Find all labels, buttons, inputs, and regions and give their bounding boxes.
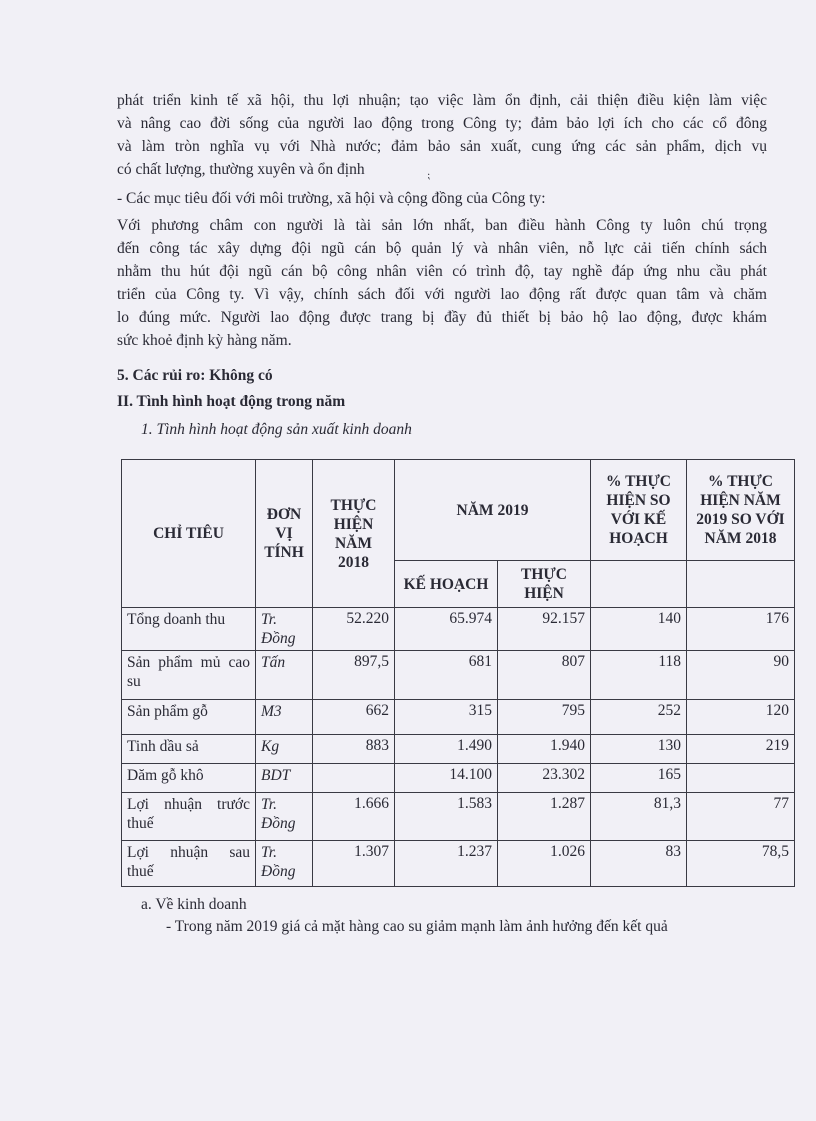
cell-pct-plan: 130 bbox=[591, 735, 687, 764]
cell-pct-plan: 81,3 bbox=[591, 793, 687, 841]
cell-actual: 807 bbox=[498, 651, 591, 700]
cell-actual: 1.940 bbox=[498, 735, 591, 764]
cell-indicator: Tổng doanh thu bbox=[122, 608, 256, 651]
cell-actual-2018 bbox=[313, 764, 395, 793]
business-text: - Trong năm 2019 giá cả mặt hàng cao su giảm mạnh làm ảnh hưởng đến kết quả bbox=[166, 918, 668, 935]
text-line: triển của Công ty. Vì vậy, chính sách đối với người lao động rất được quan tâm và chăm bbox=[117, 286, 767, 303]
text-line: lo đúng mức. Người lao động được trang bị đầy đủ thiết bị bảo hộ lao động, được khám bbox=[117, 309, 767, 326]
cell-pct-2018: 78,5 bbox=[687, 841, 795, 887]
cell-actual: 1.026 bbox=[498, 841, 591, 887]
performance-table bbox=[121, 459, 795, 887]
cell-unit: Tấn bbox=[256, 651, 313, 700]
cell-plan: 14.100 bbox=[395, 764, 498, 793]
table-row bbox=[122, 735, 795, 764]
header-pct-vs-plan: % THỰC HIỆN SO VỚI KẾ HOẠCH bbox=[591, 460, 687, 561]
cell-indicator: Tinh dầu sả bbox=[122, 735, 256, 764]
cell-actual-2018: 52.220 bbox=[313, 608, 395, 651]
cell-plan: 65.974 bbox=[395, 608, 498, 651]
cell-pct-2018: 219 bbox=[687, 735, 795, 764]
cell-pct-2018: 77 bbox=[687, 793, 795, 841]
table-row bbox=[122, 841, 795, 887]
cell-unit: BDT bbox=[256, 764, 313, 793]
cell-pct-plan: 252 bbox=[591, 700, 687, 735]
table-row bbox=[122, 764, 795, 793]
cell-unit: Tr. Đồng bbox=[256, 793, 313, 841]
header-year-2019: NĂM 2019 bbox=[395, 460, 591, 561]
cell-indicator: Lợi nhuận sau thuế bbox=[122, 841, 256, 887]
cell-unit: Tr. Đồng bbox=[256, 841, 313, 887]
cell-actual: 23.302 bbox=[498, 764, 591, 793]
text-line: và làm tròn nghĩa vụ với Nhà nước; đảm bảo sản xuất, cung ứng các sản phẩm, dịch vụ bbox=[117, 138, 767, 155]
cell-plan: 1.583 bbox=[395, 793, 498, 841]
text-line: đến công tác xây dựng đội ngũ cán bộ quản lý và nhân viên, nỗ lực cải tiến chính sách bbox=[117, 240, 767, 257]
header-actual: THỰC HIỆN bbox=[498, 561, 591, 608]
cell-pct-2018: 176 bbox=[687, 608, 795, 651]
cell-actual: 1.287 bbox=[498, 793, 591, 841]
cell-actual: 92.157 bbox=[498, 608, 591, 651]
cell-actual-2018: 662 bbox=[313, 700, 395, 735]
cell-indicator: Sản phẩm mủ cao su bbox=[122, 651, 256, 700]
env-goal-text: - Các mục tiêu đối với môi trường, xã hội và cộng đồng của Công ty: bbox=[117, 190, 546, 207]
cell-pct-2018: 120 bbox=[687, 700, 795, 735]
header-pct-vs-2018: % THỰC HIỆN NĂM 2019 SO VỚI NĂM 2018 bbox=[687, 460, 795, 561]
cell-unit: Tr. Đồng bbox=[256, 608, 313, 651]
table-row bbox=[122, 793, 795, 841]
cell-actual-2018: 897,5 bbox=[313, 651, 395, 700]
cell-pct-plan: 165 bbox=[591, 764, 687, 793]
text-line: sức khoẻ định kỳ hàng năm. bbox=[117, 332, 292, 349]
text-line: Với phương châm con người là tài sản lớn nhất, ban điều hành Công ty luôn chú trọng bbox=[117, 217, 767, 234]
text-line: phát triển kinh tế xã hội, thu lợi nhuận; tạo việc làm ổn định, cải thiện điều kiện làm việc bbox=[117, 92, 767, 109]
text-line: nhằm thu hút đội ngũ cán bộ công nhân viên có trình độ, tay nghề đáp ứng nhu cầu phát bbox=[117, 263, 767, 280]
subsection-heading: 1. Tình hình hoạt động sản xuất kinh doanh bbox=[141, 421, 412, 438]
stray-mark: ⁏ bbox=[427, 170, 431, 181]
cell-pct-plan: 140 bbox=[591, 608, 687, 651]
cell-actual: 795 bbox=[498, 700, 591, 735]
cell-pct-2018 bbox=[687, 764, 795, 793]
header-unit: ĐƠN VỊ TÍNH bbox=[256, 460, 313, 608]
cell-actual-2018: 883 bbox=[313, 735, 395, 764]
cell-plan: 1.237 bbox=[395, 841, 498, 887]
intro-paragraph bbox=[117, 89, 767, 181]
cell-actual-2018: 1.666 bbox=[313, 793, 395, 841]
cell-indicator: Lợi nhuận trước thuế bbox=[122, 793, 256, 841]
header-empty bbox=[591, 561, 687, 608]
cell-unit: M3 bbox=[256, 700, 313, 735]
cell-plan: 681 bbox=[395, 651, 498, 700]
cell-indicator: Sản phẩm gỗ bbox=[122, 700, 256, 735]
business-heading: a. Về kinh doanh bbox=[141, 896, 247, 913]
table-row bbox=[122, 651, 795, 700]
cell-indicator: Dăm gỗ khô bbox=[122, 764, 256, 793]
cell-plan: 1.490 bbox=[395, 735, 498, 764]
policy-paragraph bbox=[117, 214, 767, 352]
cell-unit: Kg bbox=[256, 735, 313, 764]
table-row bbox=[122, 608, 795, 651]
cell-plan: 315 bbox=[395, 700, 498, 735]
cell-pct-2018: 90 bbox=[687, 651, 795, 700]
cell-actual-2018: 1.307 bbox=[313, 841, 395, 887]
header-indicator: CHỈ TIÊU bbox=[122, 460, 256, 608]
cell-pct-plan: 118 bbox=[591, 651, 687, 700]
section-heading: II. Tình hình hoạt động trong năm bbox=[117, 393, 346, 410]
table-row bbox=[122, 700, 795, 735]
header-plan: KẾ HOẠCH bbox=[395, 561, 498, 608]
cell-pct-plan: 83 bbox=[591, 841, 687, 887]
text-line: và nâng cao đời sống của người lao động trong Công ty; đảm bảo lợi ích cho các cổ đông bbox=[117, 115, 767, 132]
header-empty bbox=[687, 561, 795, 608]
text-line: có chất lượng, thường xuyên và ổn định bbox=[117, 161, 365, 178]
header-actual-2018: THỰC HIỆN NĂM 2018 bbox=[313, 460, 395, 608]
risk-heading: 5. Các rủi ro: Không có bbox=[117, 367, 273, 384]
